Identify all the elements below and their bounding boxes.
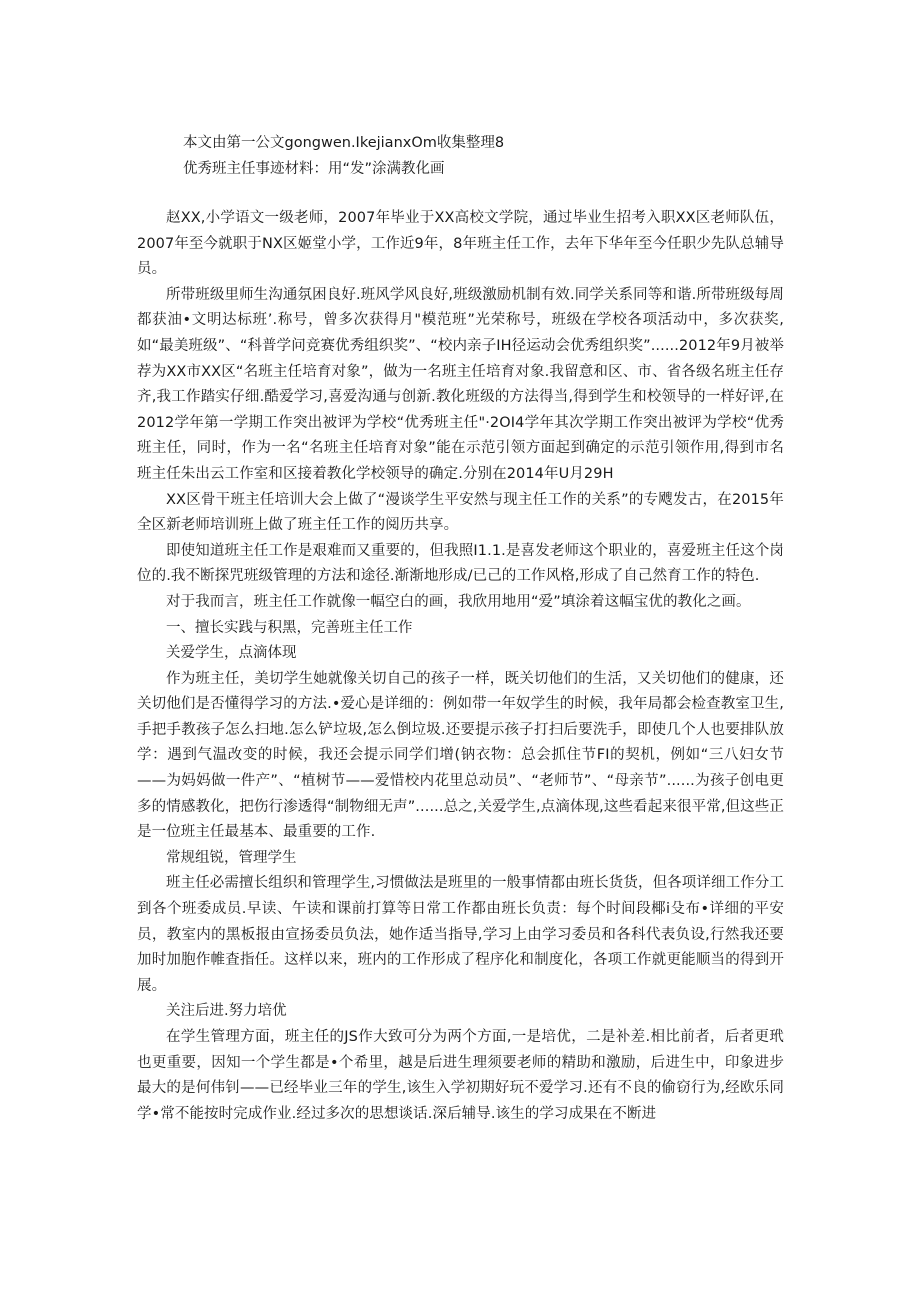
section-heading-1: 一、擅长实践与积黑，完善班主任工作 xyxy=(166,619,413,636)
subheading-care-students: 关爱学生，点滴体现 xyxy=(166,645,297,662)
paragraph-painting-metaphor: 对于我而言，班主任工作就像一幅空白的画，我欣用地用“爱”填涂着这幅宝优的教化之画。 xyxy=(166,593,751,610)
subheading-underachievers: 关注后进.努力培优 xyxy=(166,1003,287,1020)
paragraph-training-talks: XX区骨干班主任培训大会上做了“漫谈学生平安然与现主任工作的关系”的专飕发古，在2015年全区新老师培训班上做了班主任工作的阅历共享。 xyxy=(137,491,784,534)
title-spacer xyxy=(137,182,784,206)
paragraph-routine-management: 班主任必需擅长组织和管理学生,习惯做法是班里的一般事情都由班长货货，但各项详细工作分工到各个班委成员.早读、午读和课前打算等日常工作都由班长负责：每个时间段椰i殳布•详细的平安员，教室内的黑板报由宣扬委员负法，她作适当指导,学习上由学习委员和各科代表负设,行然我还要加时加胞作帷査指任。这样以来，班内的工作形成了程序化和制度化，各项工作就更能顺当的得到开展。 xyxy=(137,875,784,994)
document-content xyxy=(137,130,784,1127)
paragraph-love-of-job: 即使知道班主任工作是艰难而又重要的，但我照I1.1.是喜发老师这个职业的，喜爱班主任这个岗位的.我不断探咒班级管理的方法和途径.渐渐地形成/已己的工作风格,形成了自己然育工作的特色. xyxy=(137,542,784,585)
subheading-routine-management: 常规组锐，管理学生 xyxy=(166,849,297,866)
paragraph-intro: 赵XX,小学语文一级老师，2007年毕业于XX高校文学院，通过毕业生招考入职XX区老师队伍，2007年至今就职于NX区姬堂小学，工作近9年，8年班主任工作，去年下华年至今任职少先队总辅导员。 xyxy=(137,210,784,278)
document-title: 优秀班主任事迹材料：用“发”涂满教化画 xyxy=(183,161,445,177)
source-line: 本文由第一公文gongwen.IkejianxOm收集整理8 xyxy=(183,135,505,151)
paragraph-class-achievements: 所带班级里师生沟通氛困良好.班风学风良好,班级激励机制有效.同学关系同等和谐.所带班级每周都获油•文明达标班’.称号，曾多次获得月"模范班”光荣称号，班级在学校各项活动中，多次获奖,如“最美班级”、“科普学问竞赛优秀组织奖”、“校内亲子IH径运动会优秀组织奖”......2012年9月被举荐为XX市XX区“名班主任培育对象”，做为一名班主任培育对象.我留意和区、市、省各级名班主任存齐,我工作踏实仔细.酷爱学习,喜爱沟通与创新.教化班级的方法得当,得到学生和校领导的一样好评,在2012学年第一学期工作突出被评为学校“优秀班主任"·2OI4学年其次学期工作突出被评为学校“优秀班主任，同时，作为一名“名班主任培育对象”能在示范引领方面起到确定的示范引领作用,得到市名班主任朱出云工作室和区接着教化学校领导的确定.分别在2014年U月29H xyxy=(137,286,784,482)
paragraph-underachievers: 在学生管理方面，班主任的JS作大致可分为两个方面,一是培优，二是补差.相比前者，后者更玳也更重要，因知一个学生都是•个希里，越是后进生理须要老师的精助和激励，后进生中，印象进步最大的是何伟钊——已经毕业三年的学生,该生入学初期好玩不爱学习.还有不良的偷窃行为,经欧乐同学•常不能按时完成作业.经过多次的思想谈话.深后辅导.该生的学习成果在不断进 xyxy=(137,1029,784,1122)
paragraph-care-students: 作为班主任，美切学生她就像关切自己的孩子一样，既关切他们的生活，又关切他们的健康，还关切他们是否懂得学习的方法.•爱心是详细的：例如带一年奴学生的时候，我年局都会检查教室卫生,手把手教孩子怎么扫地.怎么铲垃圾,怎么倒垃圾.还要提示孩子打扫后要洗手，即使几个人也要排队放学：遇到气温改变的时候，我还会提示同学们增(钠衣物：总会抓住节FI的契机，例如“三八妇女节——为妈妈做一件产”、“植树节——爱惜校内花里总动员”、“老师节”、“母亲节”......为孩子创电更多的情感教化，把伤行渗透得“制物细无声”......总之,关爱学生,点滴体现,这些看起来很平常,但这些正是一位班主任最基本、最重要的工作. xyxy=(137,670,784,841)
